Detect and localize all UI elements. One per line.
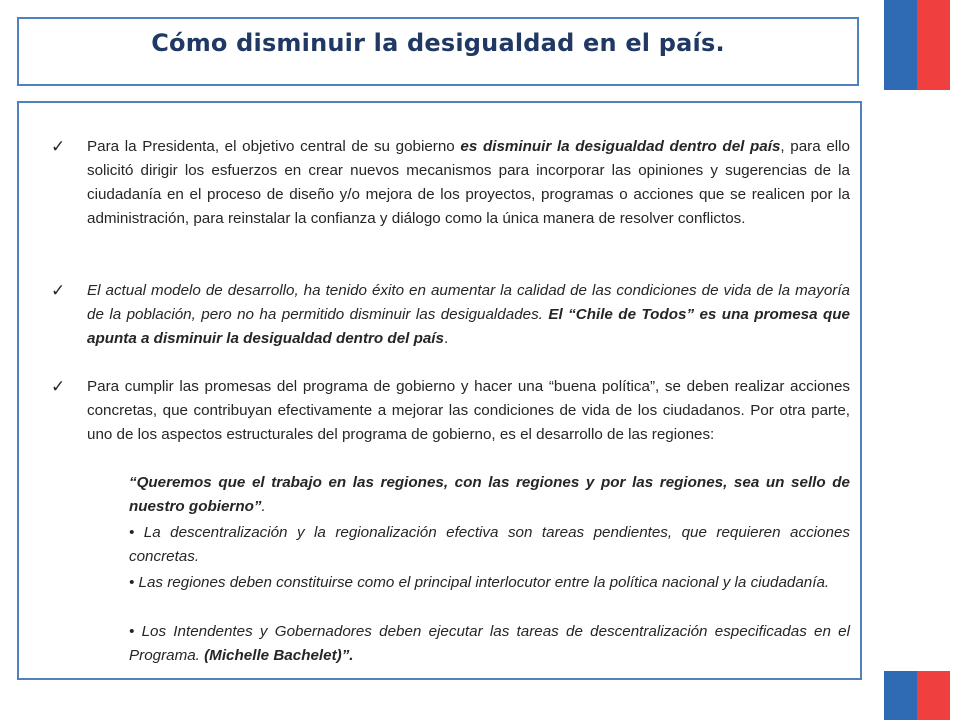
flag-stripe-red-bottom xyxy=(917,671,950,720)
content-box xyxy=(17,101,862,680)
flag-stripe-blue-bottom xyxy=(884,671,917,720)
quote-text: “Queremos que el trabajo en las regiones, con las regiones y por las regiones, sea un sello de nuestro gobierno”. xyxy=(129,474,850,515)
bullet-item-2 xyxy=(43,279,850,351)
bullet-text-1: Para la Presidenta, el objetivo central de su gobierno es disminuir la desigualdad dentro del país, para ello solicitó dirigir los esfuerzos en crear nuevos mecanismos para incorporar las opiniones y sugerencias de la ciudadanía en el proceso de diseño y/o mejora de los proyectos, programas o acciones que se realicen por la administración, para reinstalar la confianza y diálogo como la única manera de resolver conflictos. xyxy=(87,138,850,227)
bullet-item-3 xyxy=(43,375,850,447)
flag-stripe-red-top xyxy=(917,0,950,90)
title-box xyxy=(17,17,859,86)
bullet-item-1 xyxy=(43,135,850,231)
checkmark-icon: ✓ xyxy=(51,137,66,156)
page-title: Cómo disminuir la desigualdad en el país. xyxy=(151,29,725,57)
flag-stripe-blue-top xyxy=(884,0,917,90)
sub-item-3: • Los Intendentes y Gobernadores deben ejecutar las tareas de descentralización especificadas en el Programa. (Michelle Bachelet)”. xyxy=(129,623,850,664)
checkmark-icon: ✓ xyxy=(51,281,66,300)
sub-item-2: • Las regiones deben constituirse como el principal interlocutor entre la política nacional y la ciudadanía. xyxy=(129,574,830,591)
sub-item-1: • La descentralización y la regionalización efectiva son tareas pendientes, que requieren acciones concretas. xyxy=(129,524,850,565)
bullet-text-2: El actual modelo de desarrollo, ha tenido éxito en aumentar la calidad de las condiciones de vida de la mayoría de la población, pero no ha permitido disminuir las desigualdades. El “Chile de Todos” es una promesa que apunta a disminuir la desigualdad dentro del país. xyxy=(87,282,850,347)
checkmark-icon: ✓ xyxy=(51,377,66,396)
bullet-text-3: Para cumplir las promesas del programa de gobierno y hacer una “buena política”, se deben realizar acciones concretas, que contribuyan efectivamente a mejorar las condiciones de vida de los ciudadanos. Por otra parte, uno de los aspectos estructurales del programa de gobierno, es el desarrollo de las regiones: xyxy=(87,378,850,443)
